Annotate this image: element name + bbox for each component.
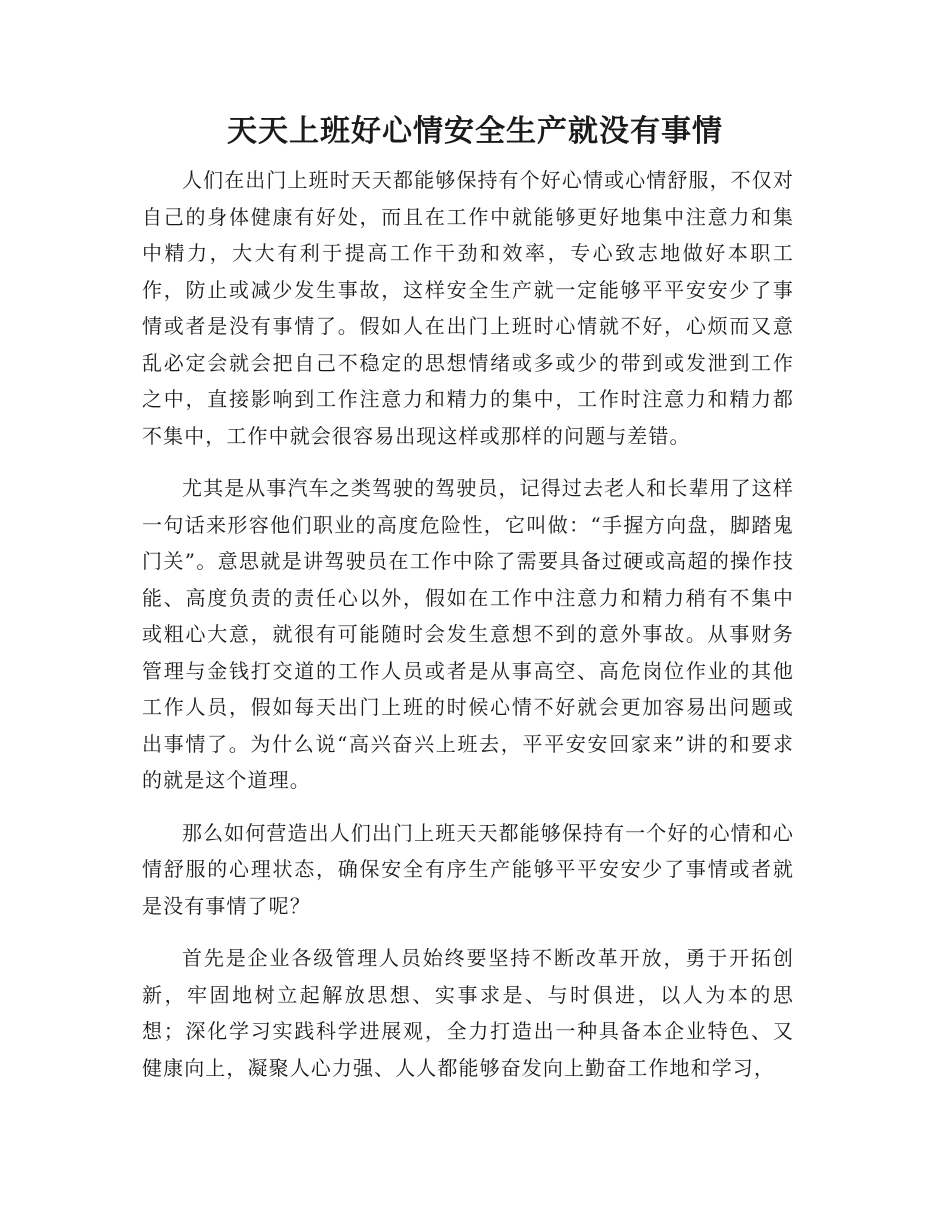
document-title: 天天上班好心情安全生产就没有事情 (227, 114, 723, 149)
paragraph-2: 尤其是从事汽车之类驾驶的驾驶员，记得过去老人和长辈用了这样一句话来形容他们职业的高度危险性，它叫做：“手握方向盘，脚踏鬼门关”。意思就是讲驾驶员在工作中除了需要具备过硬或高超的操作技能、高度负责的责任心以外，假如在工作中注意力和精力稍有不集中或粗心大意，就很有可能随时会发生意想不到的意外事故。从事财务管理与金钱打交道的工作人员或者是从事高空、高危岗位作业的其他工作人员，假如每天出门上班的时候心情不好就会更加容易出问题或出事情了。为什么说“高兴奋兴上班去，平平安安回家来”讲的和要求的就是这个道理。 (142, 476, 794, 792)
paragraph-1: 人们在出门上班时天天都能够保持有个好心情或心情舒服，不仅对自己的身体健康有好处，而且在工作中就能够更好地集中注意力和集中精力，大大有利于提高工作干劲和效率，专心致志地做好本职工作，防止或减少发生事故，这样安全生产就一定能够平平安安少了事情或者是没有事情了。假如人在出门上班时心情就不好，心烦而又意乱必定会就会把自己不稳定的思想情绪或多或少的带到或发泄到工作之中，直接影响到工作注意力和精力的集中，工作时注意力和精力都不集中，工作中就会很容易出现这样或那样的问题与差错。 (142, 168, 794, 448)
document-body (142, 162, 794, 1102)
paragraph-3: 那么如何营造出人们出门上班天天都能够保持有一个好的心情和心情舒服的心理状态，确保安全有序生产能够平平安安少了事情或者就是没有事情了呢？ (142, 820, 794, 918)
paragraph-4: 首先是企业各级管理人员始终要坚持不断改革开放，勇于开拓创新，牢固地树立起解放思想、实事求是、与时俱进，以人为本的思想；深化学习实践科学进展观，全力打造出一种具备本企业特色、又健康向上，凝聚人心力强、人人都能够奋发向上勤奋工作地和学习， (142, 946, 794, 1080)
